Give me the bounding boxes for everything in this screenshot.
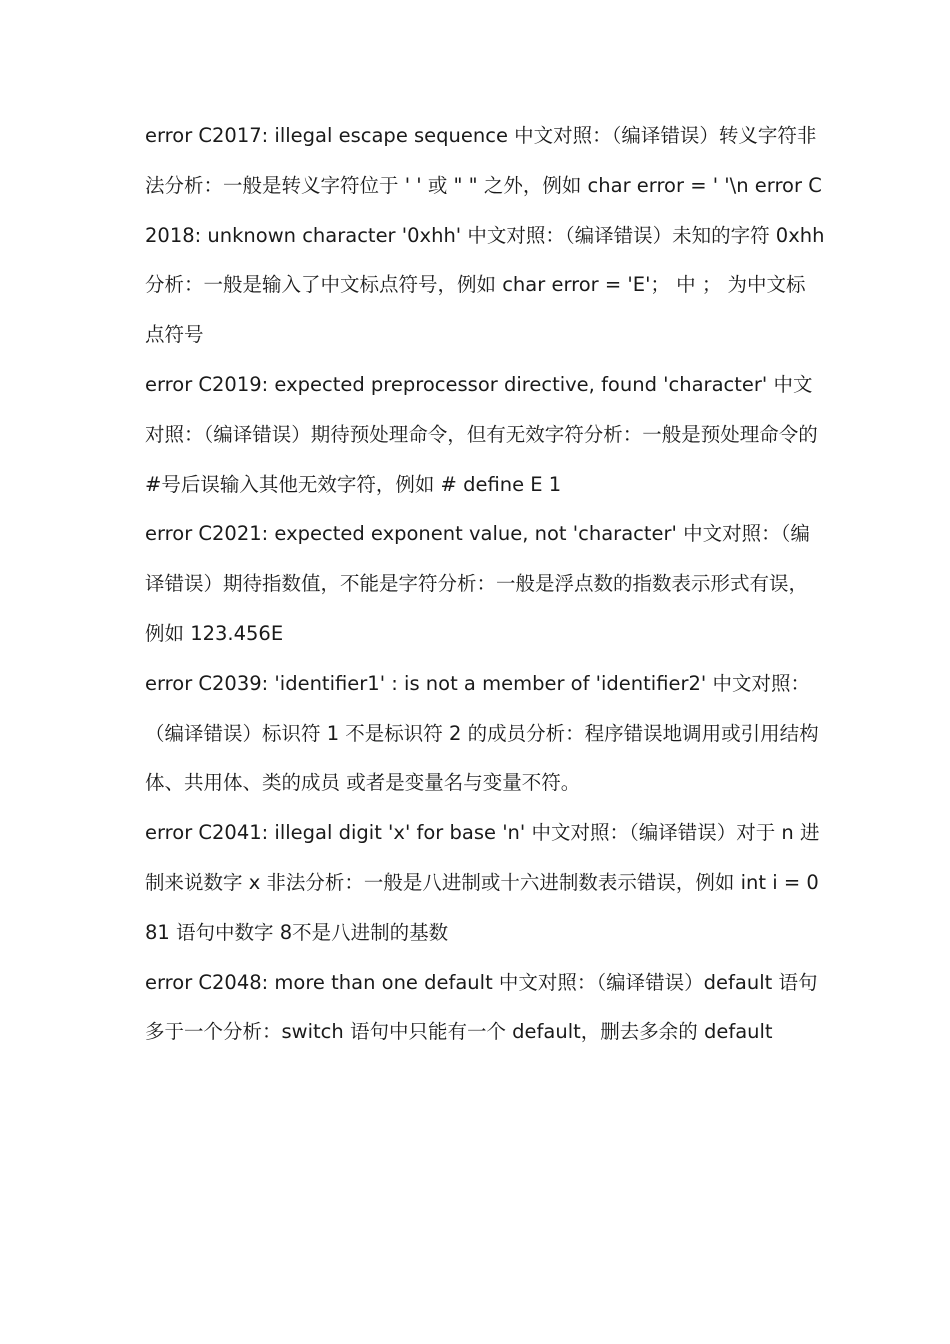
- document-body: [145, 111, 825, 1057]
- error-entry-c2017-c2018: error C2017: illegal escape sequence 中文对照：（编译错误）转义字符非法分析：一般是转义字符位于 ' ' 或 " " 之外，例如 char error = ' '\n error C2018: unknown character '0xhh' 中文对照：（编译错误）未知的字符 0xhh 分析：一般是输入了中文标点符号，例如 char error = 'E'； 中 ； 为中文标点符号: [145, 124, 825, 347]
- error-entry-c2039: error C2039: 'identifier1' : is not a member of 'identifier2' 中文对照：（编译错误）标识符 1 不是标识符 2 的成员分析：程序错误地调用或引用结构体、共用体、类的成员 或者是变量名与变量不符。: [145, 671, 819, 795]
- error-entry-c2021: error C2021: expected exponent value, not 'character' 中文对照：（编译错误）期待指数值，不能是字符分析：一般是浮点数的指数表示形式有误，例如 123.456E: [145, 522, 810, 645]
- error-entry-c2041: error C2041: illegal digit 'x' for base 'n' 中文对照：（编译错误）对于 n 进制来说数字 x 非法分析：一般是八进制或十六进制数表示错误，例如 int i = 081 语句中数字 8不是八进制的基数: [145, 821, 820, 944]
- error-entry-c2048: error C2048: more than one default 中文对照：（编译错误）default 语句多于一个分析：switch 语句中只能有一个 default，删去多余的 default: [145, 970, 818, 1044]
- error-entry-c2019: error C2019: expected preprocessor directive, found 'character' 中文对照：（编译错误）期待预处理命令，但有无效字符分析：一般是预处理命令的#号后误输入其他无效字符，例如 # define E 1: [145, 372, 818, 496]
